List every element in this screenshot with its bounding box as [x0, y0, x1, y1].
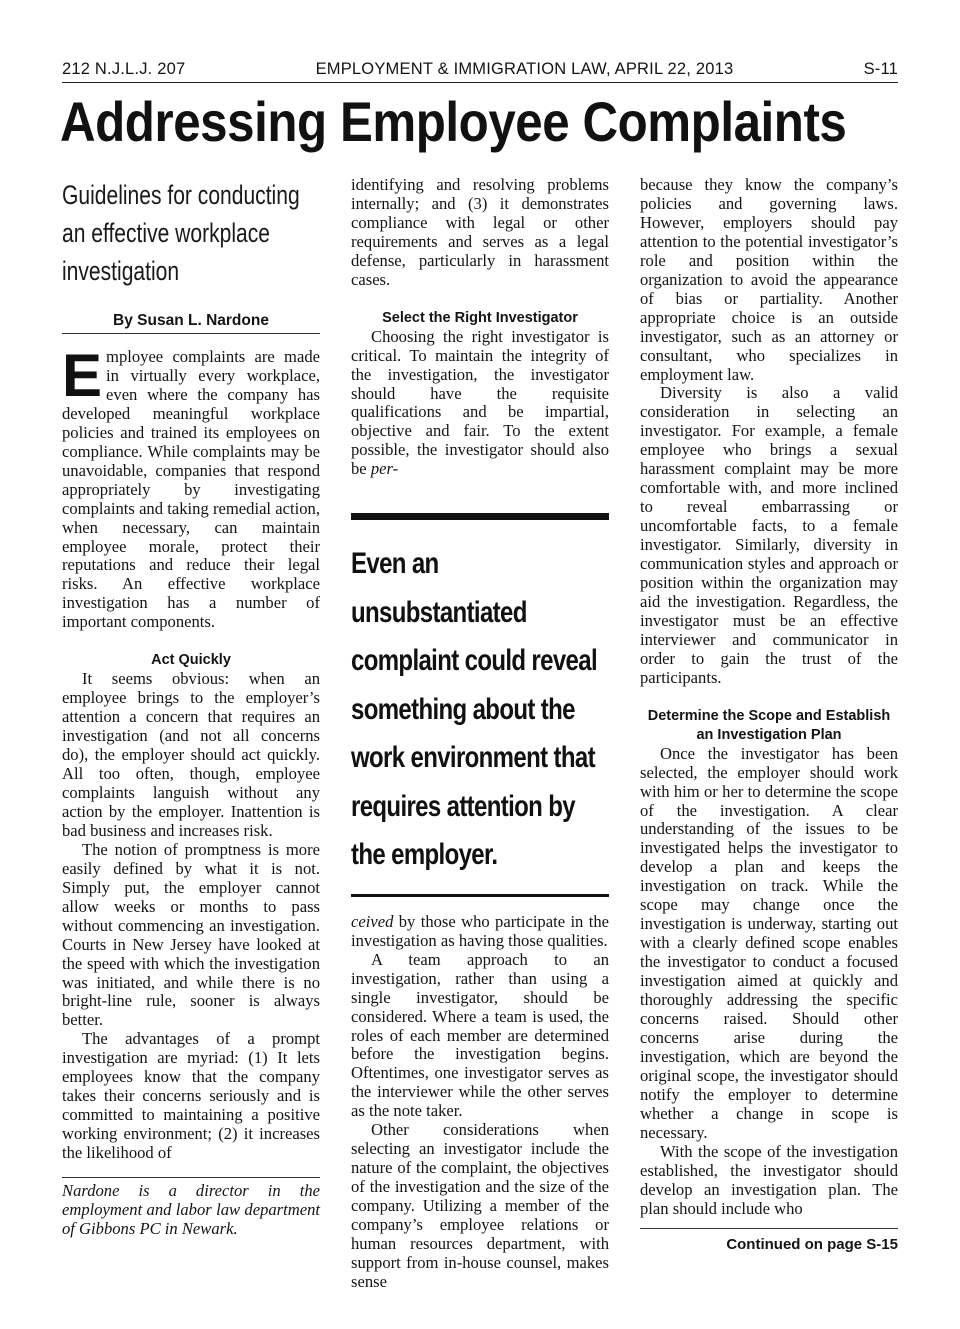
column-2 — [351, 176, 609, 1292]
drop-cap: E — [62, 342, 103, 409]
paragraph: Diversity is also a valid consideration in selecting an investigator. For example, a female employee who brings a sexual harassment complaint may be more comfortable with, and more inclined to reveal embarrassing or uncomfortable facts, to a female investigator. Similarly, diversity in communication styles and approach or position within the organization may aid the investigation. Regardless, the investigator must be an effective interviewer and communicator in order to gain the trust of the participants. — [640, 383, 898, 687]
page-number: S-11 — [863, 60, 898, 78]
column-3 — [640, 176, 898, 1253]
pull-quote-text: Even an unsubstantiated complaint could reveal something about the work environment that requires attention by the employer. — [351, 547, 597, 872]
paragraph: Other considerations when selecting an investigator include the nature of the complaint, the objectives of the investigation and the size of the company. Utilizing a member of the company’s employee relations or human resources department, with support from in-house counsel, makes sense — [351, 1120, 609, 1291]
paragraph: The advantages of a prompt investigation are myriad: (1) It lets employees know that the company takes their concerns seriously and is committed to maintaining a positive working environment; (2) it increases the likelihood of — [62, 1029, 320, 1163]
paragraph: The notion of promptness is more easily defined by what it is not. Simply put, the employer cannot allow weeks or months to pass without commencing an investigation. Courts in New Jersey have looked at the speed with which the investigation was initiated, and while there is no bright-line rule, sooner is always better. — [62, 839, 320, 1030]
paragraph-continuation: because they know the company’s policies and governing laws. However, employers should pay attention to the potential investigator’s role and position within the organization to avoid the appearance of bias or partiality. Another appropriate choice is an outside investigator, such as an attorney or consultant, who specializes in employment law. — [640, 175, 898, 384]
paragraph: Once the investigator has been selected, the employer should work with him or her to determine the scope of the investigation. A clear understanding of the issues to be investigated helps the investigator to develop a plan and keeps the investigation on track. While the scope may change once the investigation is underway, starting out with a clearly defined scope enables the investigator to conduct a focused investigation aimed at quickly and thoroughly addressing the specific concerns raised. Should other concerns arise during the investigation, which are beyond the original scope, the investigator should notify the employer to determine whether a change in scope is necessary. — [640, 743, 898, 1142]
paragraph: With the scope of the investigation established, the investigator should develop an investigation plan. The plan should include who — [640, 1141, 898, 1218]
column-1 — [62, 176, 320, 1239]
citation: 212 N.J.L.J. 207 — [62, 60, 186, 78]
intro-paragraph — [62, 342, 320, 632]
italic-text: per- — [370, 459, 399, 479]
section-heading-scope: Determine the Scope and Establish an Investigation Plan — [647, 707, 891, 743]
paragraph: It seems obvious: when an employee brings to the employer’s attention a concern that requires an investigation (and not all concerns do), the employer should act quickly. All too often, though, employee complaints languish without any action by the employer. Inattention is bad business and increases risk. — [62, 669, 320, 840]
intro-text: mployee complaints are made in virtually every workplace, even where the company has developed meaningful workplace policies and trained its employees on compliance. While complaints may be unavoidable, companies that respond appropriately by investigating complaints and taking remedial action, when necessary, can maintain employee morale, protect their reputations and reduce their legal risks. An effective workplace investigation has a number of important components. — [62, 347, 320, 632]
section-heading-select-investigator: Select the Right Investigator — [382, 309, 578, 326]
newspaper-page — [60, 60, 898, 1291]
subhead: Guidelines for conducting an effective workplace investigation — [62, 180, 300, 286]
headline: Addressing Employee Complaints — [60, 90, 847, 153]
section-heading-act-quickly: Act Quickly — [151, 652, 231, 669]
italic-text: ceived — [351, 911, 394, 931]
paragraph-investigator-intro — [351, 328, 609, 480]
subhead-box — [62, 176, 320, 294]
paragraph-text: Choosing the right investigator is critical. To maintain the integrity of the investigation, the investigator should have the requisite qualifications and be impartial, objective and fair. To the extent possible, the investigator should also be — [351, 326, 609, 479]
paragraph: A team approach to an investigation, rather than using a single investigator, should be considered. Where a team is used, the roles of each member are determined before the investigation begins. Oftentimes, one investigator serves as the interviewer while the other serves as the note taker. — [351, 949, 609, 1121]
author-bio: Nardone is a director in the employment and labor law department of Gibbons PC in Newark. — [62, 1181, 320, 1238]
pull-quote — [351, 513, 609, 897]
paragraph-investigator-intro-continued — [351, 913, 609, 951]
byline: By Susan L. Nardone — [62, 312, 320, 334]
continued-notice: Continued on page S-15 — [640, 1228, 898, 1253]
paragraph-text: by those who participate in the investigation as having those qualities. — [351, 911, 609, 950]
running-header — [62, 60, 898, 83]
author-bio-box — [62, 1177, 320, 1239]
section-date: EMPLOYMENT & IMMIGRATION LAW, APRIL 22, 2013 — [315, 60, 734, 78]
paragraph-continuation: identifying and resolving problems internally; and (3) it demonstrates compliance with legal or other requirements and serves as a legal defense, particularly in harassment cases. — [351, 175, 609, 289]
